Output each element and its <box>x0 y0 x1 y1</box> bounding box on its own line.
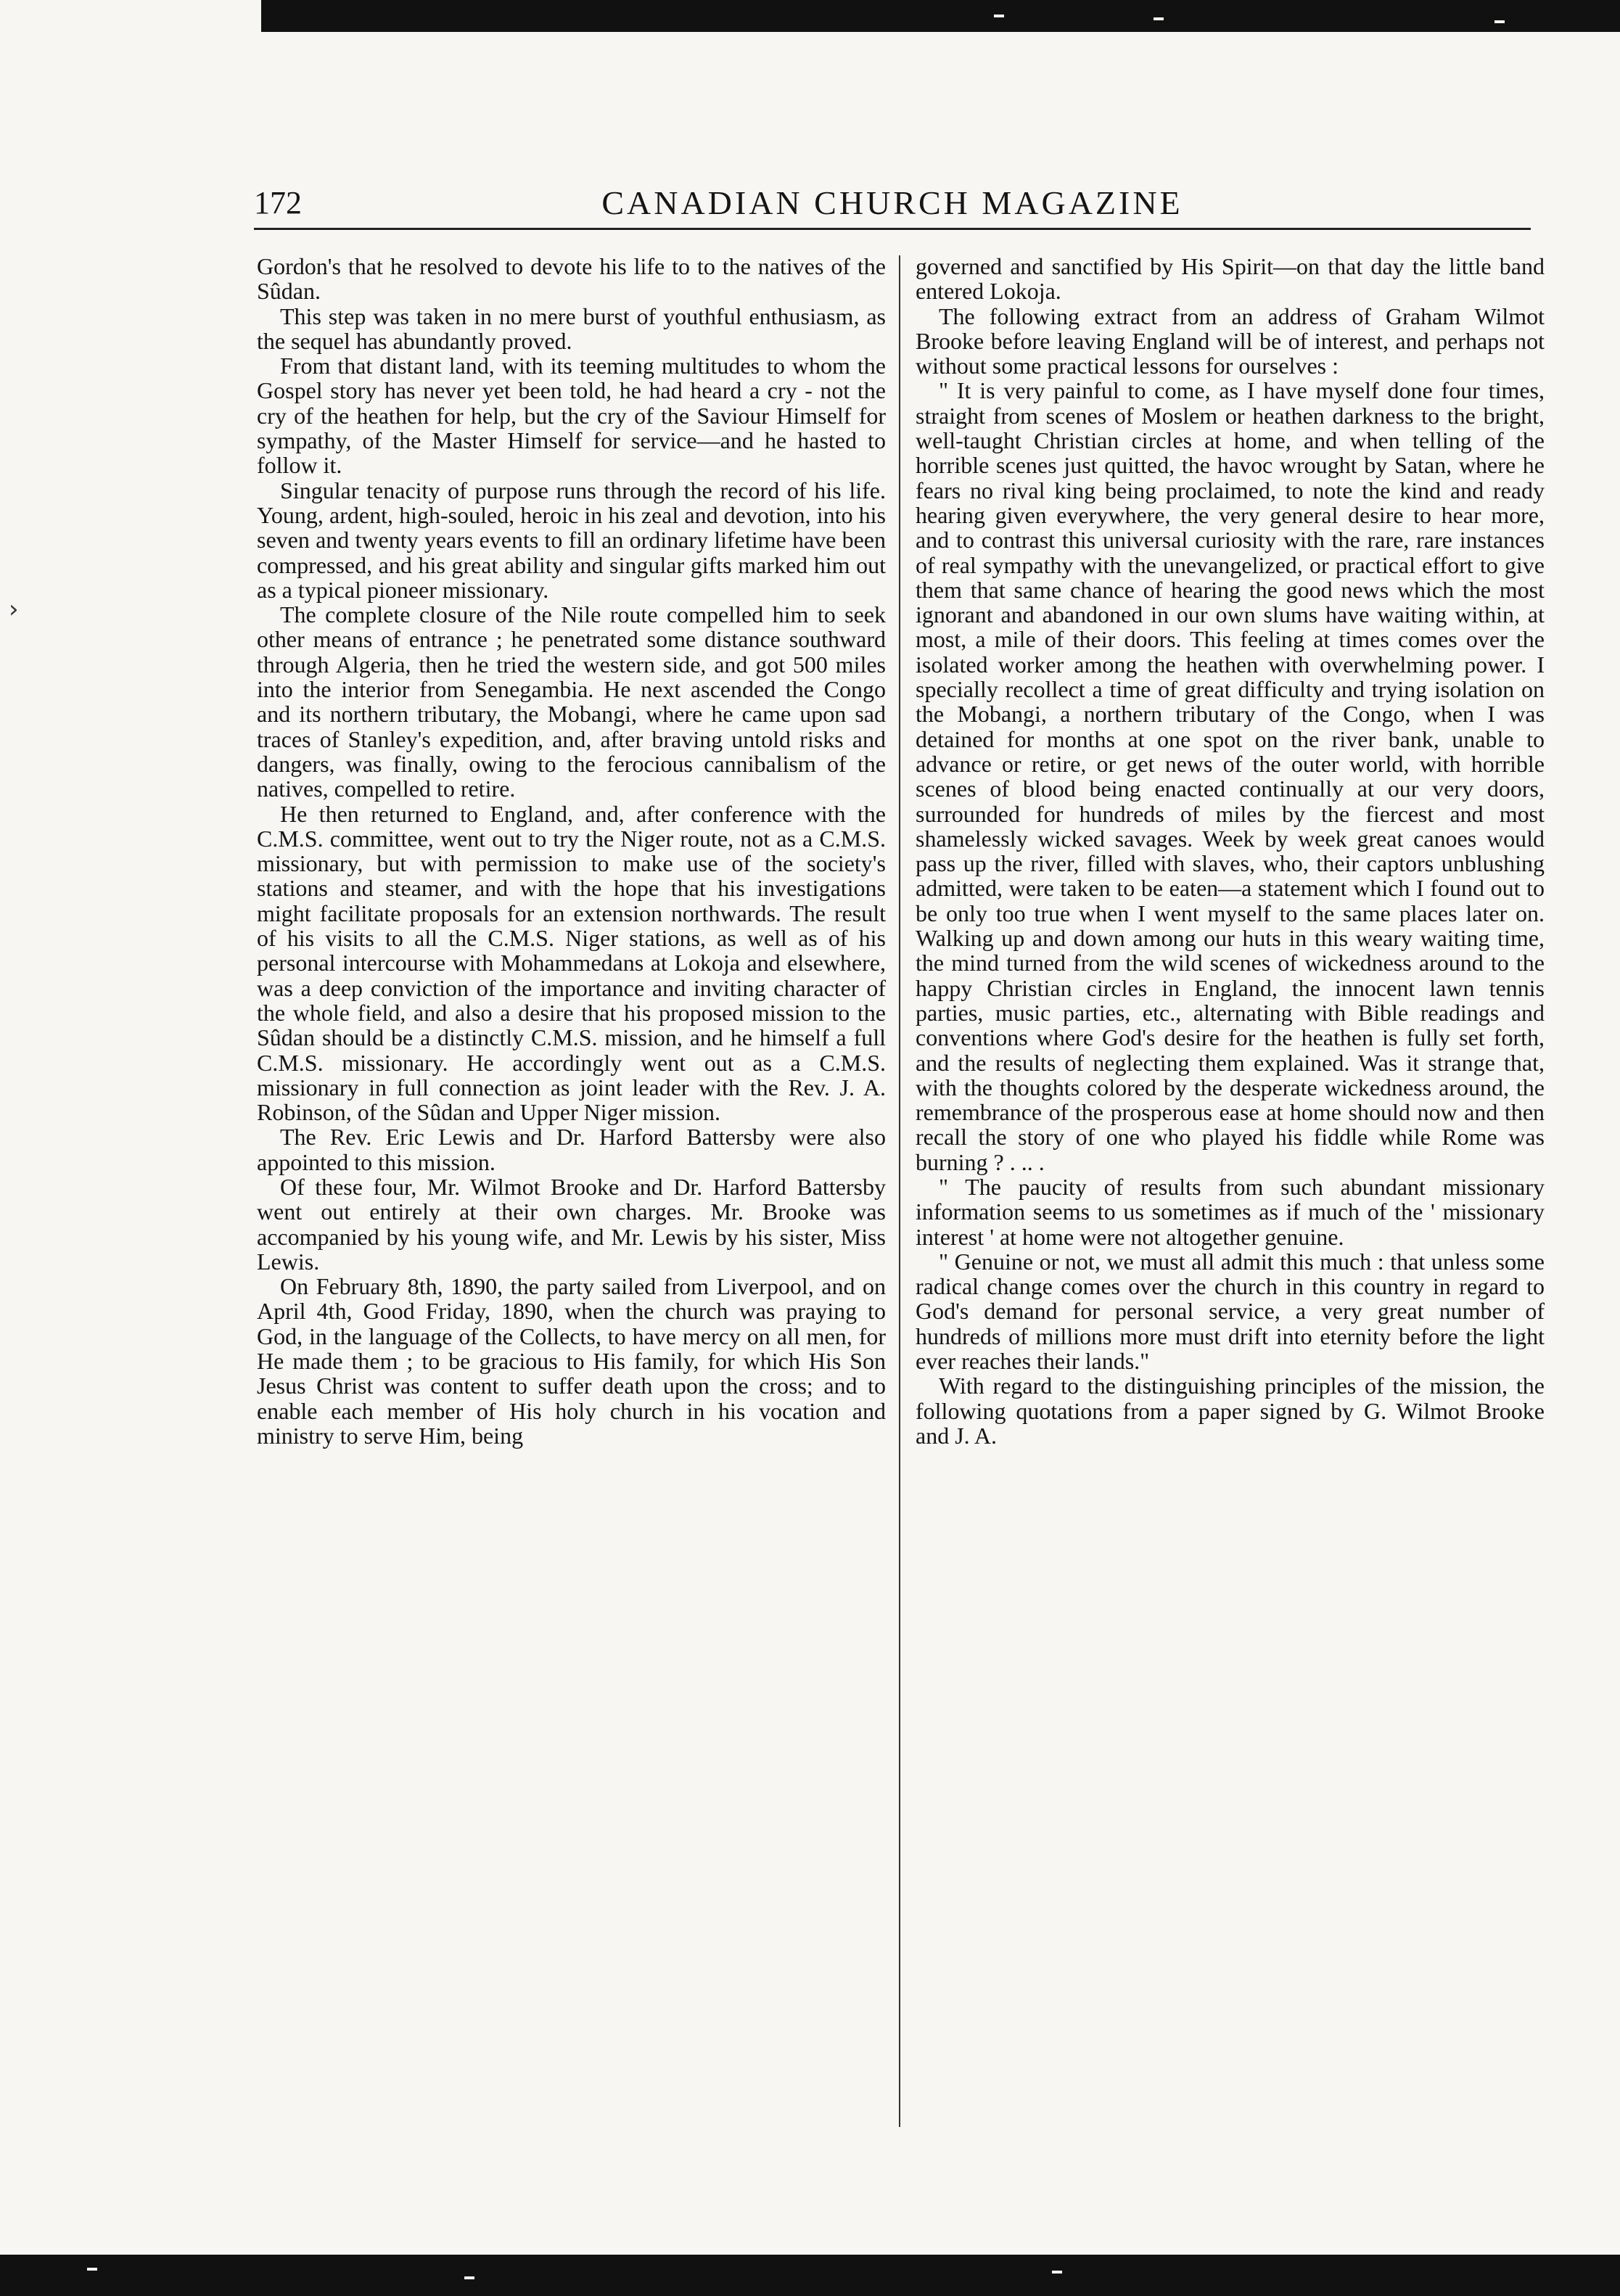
scan-speck <box>1494 20 1505 23</box>
paragraph: " The paucity of results from such abundant missionary information seems to us sometimes as if much of the ' missionary interest ' at home were not altogether genuine. <box>916 1173 1545 1250</box>
right-column <box>916 254 1545 1448</box>
margin-mark: › <box>9 595 19 624</box>
page-number: 172 <box>254 185 302 221</box>
scan-speck <box>1052 2271 1062 2274</box>
scan-border-bottom <box>0 2255 1620 2296</box>
scan-speck <box>1154 17 1164 20</box>
scan-speck <box>464 2276 474 2279</box>
scan-border-top <box>261 0 1620 32</box>
paragraph: From that distant land, with its teeming multitudes to whom the Gospel story has never yet been told, he had heard a cry - not the cry of the heathen for help, but the cry of the Saviour Himself for sympathy, of the Master Himself for service—and he hasted to follow it. <box>257 353 886 479</box>
paragraph: This step was taken in no mere burst of youthful enthusiasm, as the sequel has abundantly proved. <box>257 303 886 354</box>
paragraph: He then returned to England, and, after conference with the C.M.S. committee, went out to try the Niger route, not as a C.M.S. missionary, but with permission to make use of the society's stations and steamer, and with the hope that his investigations might facilitate proposals for an extension northwards. The result of his visits to all the C.M.S. Niger stations, as well as of his personal intercourse with Mohammedans at Lokoja and elsewhere, was a deep conviction of the importance and inviting character of the whole field, and also a desire that his proposed mission to the Sûdan should be a distinctly C.M.S. mission, and he himself a full C.M.S. missionary. He accordingly went out as a C.M.S. missionary in full connection as joint leader with the Rev. J. A. Robinson, of the Sûdan and Upper Niger mission. <box>257 800 886 1126</box>
paragraph: governed and sanctified by His Spirit—on that day the little band entered Lokoja. <box>916 253 1545 305</box>
scan-speck <box>994 15 1004 17</box>
paragraph: " Genuine or not, we must all admit this much : that unless some radical change comes over the church in this country in regard to God's demand for personal service, a very great number of hundreds of millions more must drift into eternity before the light ever reaches their lands." <box>916 1248 1545 1375</box>
paragraph: Gordon's that he resolved to devote his life to to the natives of the Sûdan. <box>257 253 886 305</box>
column-divider <box>899 255 900 2127</box>
paragraph: The Rev. Eric Lewis and Dr. Harford Battersby were also appointed to this mission. <box>257 1124 886 1175</box>
paragraph: Singular tenacity of purpose runs through the record of his life. Young, ardent, high-souled, heroic in his zeal and devotion, into his seven and twenty years events to fill an ordinary lifetime have been compressed, and his great ability and singular gifts marked him out as a typical pioneer missionary. <box>257 477 886 603</box>
scan-speck <box>87 2268 97 2271</box>
paragraph: With regard to the distinguishing principles of the mission, the following quotations from a paper signed by G. Wilmot Brooke and J. A. <box>916 1373 1545 1449</box>
header-rule <box>254 228 1531 230</box>
paragraph: " It is very painful to come, as I have myself done four times, straight from scenes of Moslem or heathen darkness to the bright, well-taught Christian circles at home, and when telling of the horrible scenes just quitted, the havoc wrought by Satan, where he fears no rival king being proclaimed, to note the kind and ready hearing given everywhere, the very general desire to hear more, and to contrast this universal curiosity with the rare, rare instances of real sympathy with the unevangelized, or practical effort to give them that same chance of hearing the good news which the most ignorant and abandoned in our own slums have waiting within, at most, a mile of their doors. This feeling at times comes over the isolated worker among the heathen with overwhelming power. I specially recollect a time of great difficulty and trying isolation on the Mobangi, a northern tributary of the Congo, when I was detained for months at one spot on the river bank, unable to advance or retire, or get news of the outer world, with horrible scenes of blood being enacted continually at our very doors, surrounded for hundreds of miles by the fiercest and most shamelessly wicked savages. Week by week great canoes would pass up the river, filled with slaves, who, their captors unblushing admitted, were taken to be eaten—a statement which I found out to be only too true when I went myself to the same places later on. Walking up and down among our huts in this weary waiting time, the mind turned from the wild scenes of wickedness around to the happy Christian circles in England, the innocent lawn tennis parties, music parties, etc., alternating with Bible readings and conventions where God's desire for the heathen is fully set forth, and the results of neglecting them explained. Was it strange that, with the thoughts colored by the desperate wickedness around, the remembrance of the prosperous ease at home should now and then recall the story of one who played his fiddle while Rome was burning ? . .. . <box>916 377 1545 1175</box>
paragraph: The following extract from an address of Graham Wilmot Brooke before leaving England will be of interest, and perhaps not without some practical lessons for ourselves : <box>916 303 1545 379</box>
page-header <box>254 181 1531 225</box>
paragraph: On February 8th, 1890, the party sailed from Liverpool, and on April 4th, Good Friday, 1890, when the church was praying to God, in the language of the Collects, to have mercy on all men, for He made them ; to be gracious to His family, for which His Son Jesus Christ was content to suffer death upon the cross; and to enable each member of His holy church in his vocation and ministry to serve Him, being <box>257 1273 886 1449</box>
paragraph: The complete closure of the Nile route compelled him to seek other means of entrance ; he penetrated some distance southward through Algeria, then he tried the western side, and got 500 miles into the interior from Senegambia. He next ascended the Congo and its northern tributary, the Mobangi, where he came upon sad traces of Stanley's expedition, and, after braving untold risks and dangers, was finally, owing to the ferocious cannibalism of the natives, compelled to retire. <box>257 601 886 802</box>
left-column <box>257 254 886 1448</box>
running-title: CANADIAN CHURCH MAGAZINE <box>601 184 1183 221</box>
paragraph: Of these four, Mr. Wilmot Brooke and Dr. Harford Battersby went out entirely at their own charges. Mr. Brooke was accompanied by his young wife, and Mr. Lewis by his sister, Miss Lewis. <box>257 1173 886 1275</box>
